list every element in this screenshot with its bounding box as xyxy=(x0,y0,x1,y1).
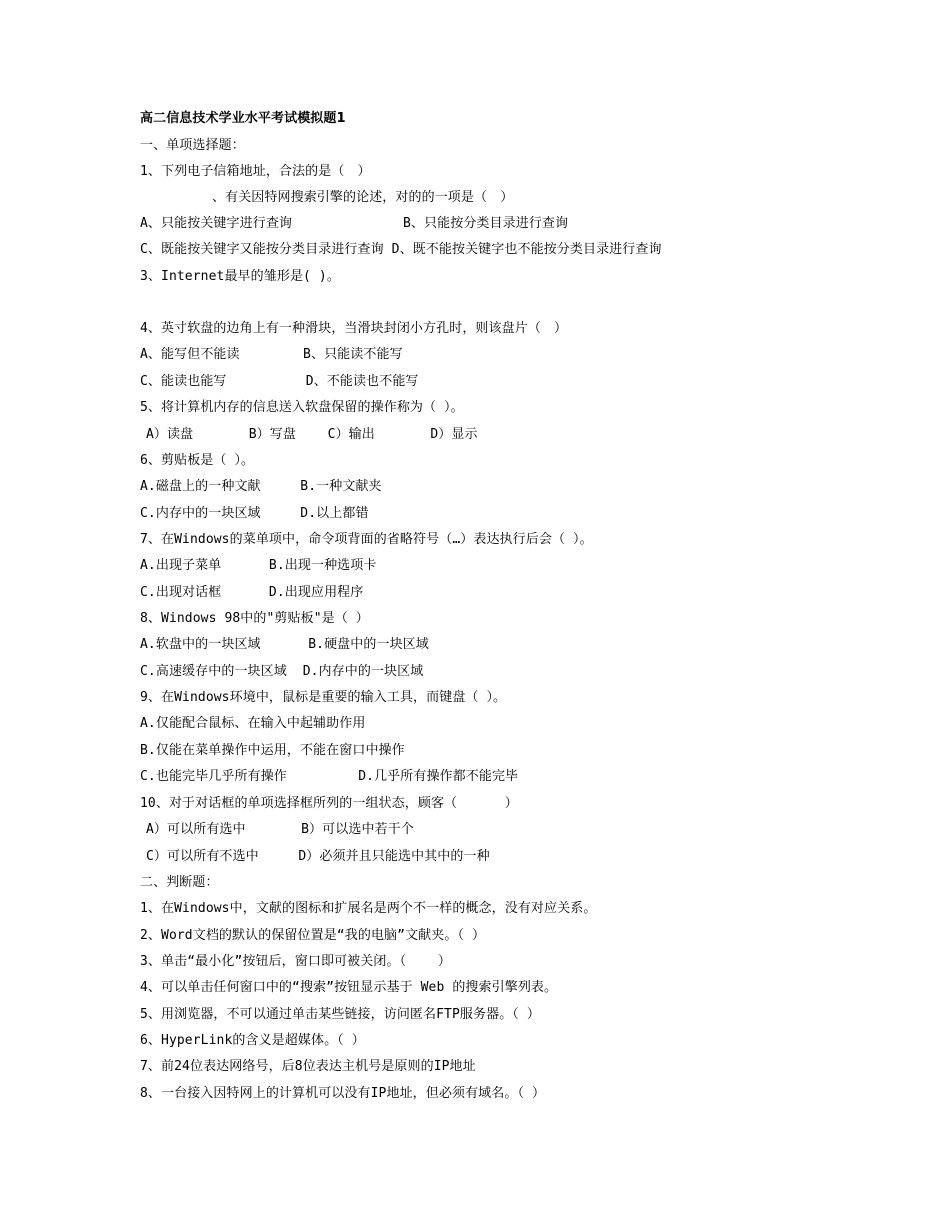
option-line: A）读盘 B）写盘 C）输出 D）显示 xyxy=(146,427,478,442)
question-line: 、有关因特网搜索引擎的论述，对的的一项是（ ） xyxy=(212,190,514,205)
option-line: A、只能按关键字进行查询 B、只能按分类目录进行查询 xyxy=(140,216,569,231)
question-line: 9、在Windows环境中，鼠标是重要的输入工具，而键盘（ ）。 xyxy=(140,690,507,705)
question-line: 1、下列电子信箱地址，合法的是（ ） xyxy=(140,164,371,179)
judgment-line: 2、Word文档的默认的保留位置是“我的电脑”文献夹。（ ） xyxy=(140,928,486,943)
option-line: A）可以所有选中 B）可以选中若干个 xyxy=(146,822,414,837)
question-line: 3、Internet最早的雏形是( )。 xyxy=(140,269,340,284)
judgment-line: 4、可以单击任何窗口中的“搜索”按钮显示基于 Web 的搜索引擎列表。 xyxy=(140,980,558,995)
option-line: C.内存中的一块区域 D.以上都错 xyxy=(140,506,369,521)
question-line: 8、Windows 98中的"剪贴板"是（ ） xyxy=(140,611,369,626)
option-line: C.高速缓存中的一块区域 D.内存中的一块区域 xyxy=(140,664,424,679)
question-line: 5、将计算机内存的信息送入软盘保留的操作称为（ ）。 xyxy=(140,400,464,415)
section-heading: 二、判断题： xyxy=(140,875,219,890)
option-line: C）可以所有不选中 D）必须并且只能选中其中的一种 xyxy=(146,849,490,864)
judgment-line: 7、前24位表达网络号，后8位表达主机号是原则的IP地址 xyxy=(140,1059,476,1074)
question-line: 6、剪贴板是（ ）。 xyxy=(140,453,255,468)
judgment-line: 1、在Windows中，文献的图标和扩展名是两个不一样的概念，没有对应关系。 xyxy=(140,901,597,916)
option-line: C、能读也能写 D、不能读也不能写 xyxy=(140,374,419,389)
option-line: A.仅能配合鼠标、在输入中起辅助作用 xyxy=(140,716,366,731)
option-line: A.软盘中的一块区域 B.硬盘中的一块区域 xyxy=(140,637,429,652)
judgment-line: 8、一台接入因特网上的计算机可以没有IP地址，但必须有域名。（ ） xyxy=(140,1086,546,1101)
section-heading: 一、单项选择题： xyxy=(140,138,245,153)
option-line: A、能写但不能读 B、只能读不能写 xyxy=(140,347,403,362)
question-line: 10、对于对话框的单项选择框所列的一组状态，顾客（ ） xyxy=(140,796,518,811)
document-title: 高二信息技术学业水平考试模拟题1 xyxy=(140,111,346,126)
judgment-line: 6、HyperLink的含义是超媒体。（ ） xyxy=(140,1033,365,1048)
question-line: 7、在Windows的菜单项中，命令项背面的省略符号（…）表达执行后会（ ）。 xyxy=(140,532,593,547)
question-line: 4、英寸软盘的边角上有一种滑块，当滑块封闭小方孔时，则该盘片（ ） xyxy=(140,321,568,336)
option-line: A.磁盘上的一种文献 B.一种文献夹 xyxy=(140,479,382,494)
judgment-line: 3、单击“最小化”按钮后，窗口即可被关闭。（ ） xyxy=(140,954,451,969)
option-line: B.仅能在菜单操作中运用，不能在窗口中操作 xyxy=(140,743,405,758)
option-line: C.也能完毕几乎所有操作 D.几乎所有操作都不能完毕 xyxy=(140,769,519,784)
judgment-line: 5、用浏览器，不可以通过单击某些链接，访问匿名FTP服务器。（ ） xyxy=(140,1007,540,1022)
option-line: A.出现子菜单 B.出现一种选项卡 xyxy=(140,558,377,573)
option-line: C、既能按关键字又能按分类目录进行查询 D、既不能按关键字也不能按分类目录进行查询 xyxy=(140,242,662,257)
option-line: C.出现对话框 D.出现应用程序 xyxy=(140,585,364,600)
